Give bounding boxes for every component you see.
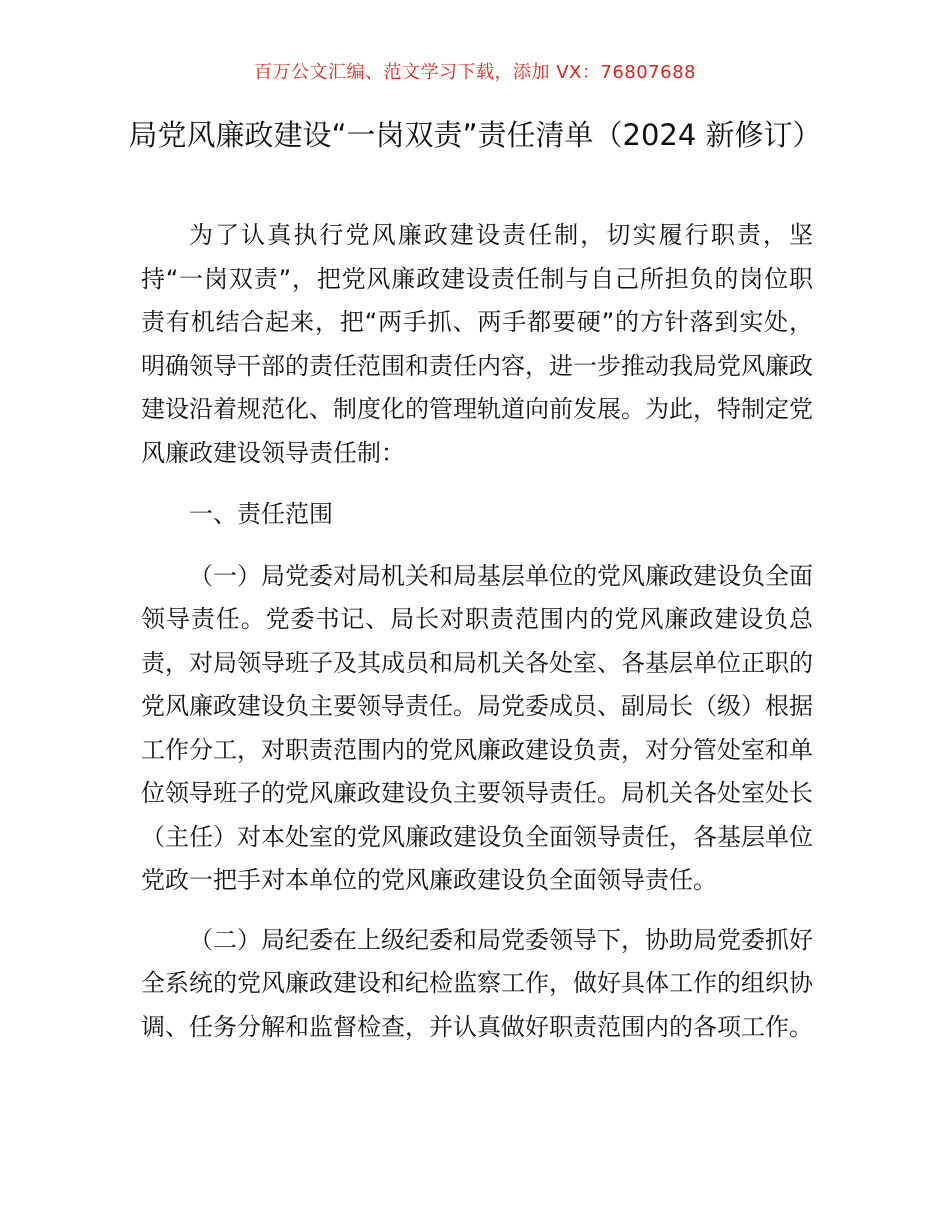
paragraph-1: （一）局党委对局机关和局基层单位的党风廉政建设负全面领导责任。党委书记、局长对职责范围内的党风廉政建设负总责，对局领导班子及其成员和局机关各处室、各基层单位正职的党风廉政建设负主要领导责任。局党委成员、副局长（级）根据工作分工，对职责范围内的党风廉政建设负责，对分管处室和单位领导班子的党风廉政建设负主要领导责任。局机关各处室处长（主任）对本处室的党风廉政建设负全面领导责任，各基层单位党政一把手对本单位的党风廉政建设负全面领导责任。 — [141, 561, 813, 894]
paragraph-2: （二）局纪委在上级纪委和局党委领导下，协助局党委抓好全系统的党风廉政建设和纪检监察工作，做好具体工作的组织协调、任务分解和监督检查，并认真做好职责范围内的各项工作。 — [141, 925, 813, 1041]
document-title: 局党风廉政建设“一岗双责”责任清单（2024 新修订） — [128, 118, 822, 152]
document-body — [141, 214, 813, 1049]
header-banner: 百万公文汇编、范文学习下载，添加 VX：76807688 — [254, 62, 696, 83]
section-heading: 一、责任范围 — [189, 500, 333, 528]
intro-paragraph: 为了认真执行党风廉政建设责任制，切实履行职责，坚持“一岗双责”，把党风廉政建设责任制与自己所担负的岗位职责有机结合起来，把“两手抓、两手都要硬”的方针落到实处，明确领导干部的责任范围和责任内容，进一步推动我局党风廉政建设沿着规范化、制度化的管理轨道向前发展。为此，特制定党风廉政建设领导责任制： — [141, 221, 813, 467]
